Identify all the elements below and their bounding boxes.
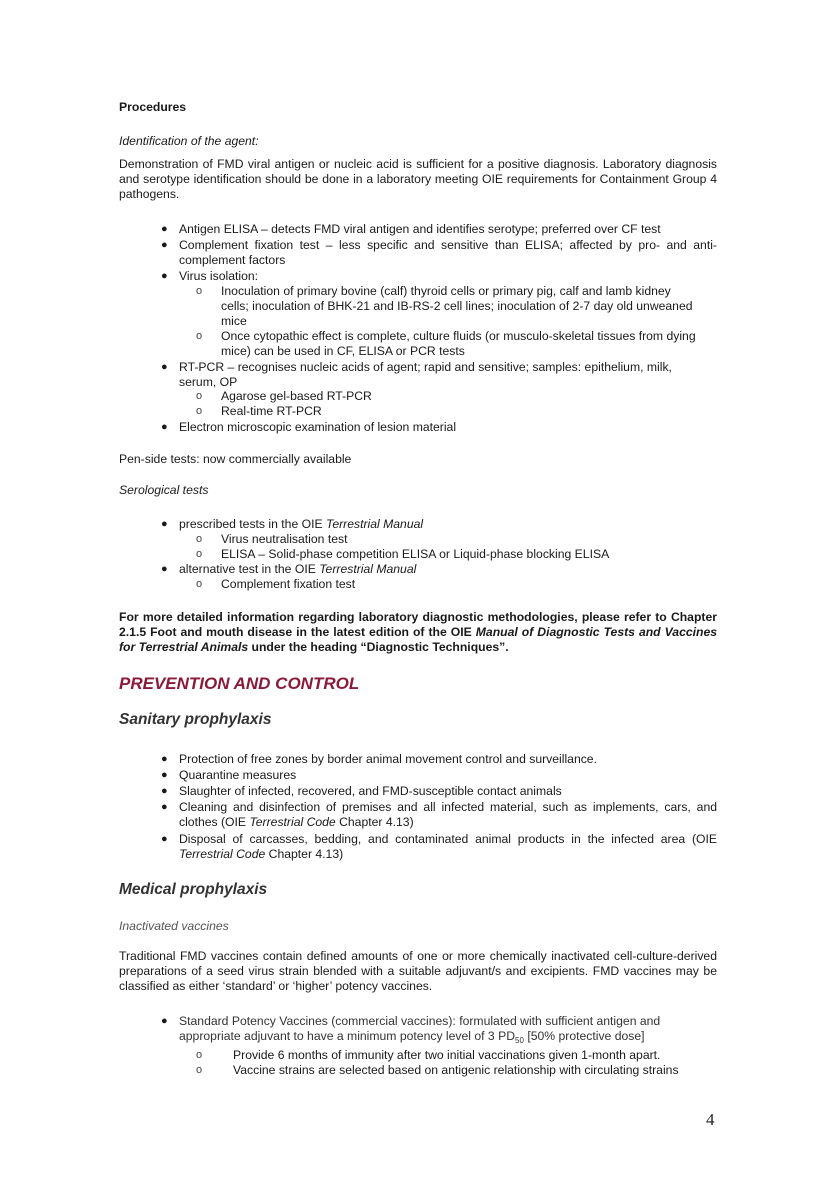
bullet-icon: ●	[161, 769, 168, 781]
medical-heading: Medical prophylaxis	[119, 881, 268, 898]
list-item: Complement fixation test – less specific and sensitive than ELISA; affected by pro- and anti-complement factors	[179, 238, 717, 267]
list-item	[179, 562, 717, 577]
list-item	[179, 1014, 689, 1044]
sub-list-item: ELISA – Solid-phase competition ELISA or Liquid-phase blocking ELISA	[221, 547, 610, 561]
list-item: Antigen ELISA – detects FMD viral antigen and identifies serotype; preferred over CF test	[179, 222, 661, 236]
sub-list-item: Provide 6 months of immunity after two initial vaccinations given 1-month apart.	[233, 1048, 661, 1062]
manual-title: Manual of Diagnostic Tests and Vaccines for Terrestrial Animals	[119, 625, 718, 654]
list-item-text: Disposal of carcasses, bedding, and contaminated animal products in the infected area (OIE	[179, 832, 717, 846]
identification-intro: Demonstration of FMD viral antigen or nucleic acid is sufficient for a positive diagnosis. Laboratory diagnosis and serotype identification should be done in a laboratory meeting OIE requirements for Containment Group 4 pathogens.	[119, 157, 717, 201]
identification-heading: Identification of the agent:	[119, 134, 259, 148]
list-item-text: Chapter 4.13)	[265, 847, 344, 861]
list-item: Protection of free zones by border animal movement control and surveillance.	[179, 752, 597, 766]
bullet-icon: ●	[161, 833, 168, 845]
bullet-icon: ●	[161, 1015, 168, 1027]
circle-bullet-icon: o	[196, 330, 203, 342]
list-item: Slaughter of infected, recovered, and FMD-susceptible contact animals	[179, 784, 562, 798]
code-title: Terrestrial Code	[249, 815, 336, 829]
circle-bullet-icon: o	[196, 1064, 203, 1076]
procedures-heading: Procedures	[119, 100, 187, 114]
circle-bullet-icon: o	[196, 405, 203, 417]
list-item-text: Cleaning and disinfection of premises and all infected material, such as implements, cars, and clothes (OIE	[179, 800, 717, 829]
circle-bullet-icon: o	[196, 548, 203, 560]
pen-side-tests: Pen-side tests: now commercially available	[119, 452, 352, 466]
list-item: Virus isolation:	[179, 269, 259, 283]
list-item: Quarantine measures	[179, 768, 297, 782]
list-item-text: prescribed tests in the OIE	[179, 517, 326, 531]
bullet-icon: ●	[161, 361, 168, 373]
reference-text: For more detailed information regarding laboratory diagnostic methodologies, please refer to Chapter 2.1.5 Foot and mouth disease in the latest edition of the OIE	[119, 610, 717, 639]
bullet-icon: ●	[161, 270, 168, 282]
sub-list-item: Complement fixation test	[221, 577, 356, 591]
sub-list-item: Vaccine strains are selected based on antigenic relationship with circulating strains	[233, 1063, 679, 1077]
list-item	[179, 517, 717, 532]
circle-bullet-icon: o	[196, 1049, 203, 1061]
bullet-icon: ●	[161, 785, 168, 797]
sub-list-item: Virus neutralisation test	[221, 532, 348, 546]
bullet-icon: ●	[161, 421, 168, 433]
sanitary-heading: Sanitary prophylaxis	[119, 711, 272, 728]
sub-list-item: Agarose gel-based RT-PCR	[221, 389, 372, 403]
subscript: 50	[515, 1036, 524, 1045]
inactivated-intro: Traditional FMD vaccines contain defined amounts of one or more chemically inactivated cell-culture-derived preparations of a seed virus strain blended with a suitable adjuvant/s and excipients. FMD vaccines may be classified as either ‘standard’ or ‘higher’ potency vaccines.	[119, 949, 717, 993]
list-item: RT-PCR – recognises nucleic acids of agent; rapid and sensitive; samples: epithelium, milk, serum, OP	[179, 360, 672, 389]
reference-text: under the heading “Diagnostic Techniques”.	[248, 640, 509, 654]
bullet-icon: ●	[161, 518, 168, 530]
serological-heading: Serological tests	[119, 483, 209, 497]
sub-list-item: Real-time RT-PCR	[221, 404, 322, 418]
list-item-text: alternative test in the OIE	[179, 562, 320, 576]
list-item-text: Standard Potency Vaccines (commercial vaccines): formulated with sufficient antigen and appropriate adjuvant to have a minimum potency level of 3 PD	[179, 1014, 661, 1043]
list-item	[179, 832, 717, 862]
inactivated-heading: Inactivated vaccines	[119, 919, 229, 933]
bullet-icon: ●	[161, 753, 168, 765]
list-item: Electron microscopic examination of lesion material	[179, 420, 457, 434]
circle-bullet-icon: o	[196, 390, 203, 402]
bullet-icon: ●	[161, 223, 168, 235]
reference-paragraph	[119, 610, 717, 655]
bullet-icon: ●	[161, 801, 168, 813]
list-item	[179, 800, 717, 830]
circle-bullet-icon: o	[196, 285, 203, 297]
page-number: 4	[706, 1110, 715, 1129]
bullet-icon: ●	[161, 563, 168, 575]
circle-bullet-icon: o	[196, 533, 203, 545]
list-item-text: Chapter 4.13)	[335, 815, 414, 829]
circle-bullet-icon: o	[196, 578, 203, 590]
code-title: Terrestrial Code	[179, 847, 266, 861]
manual-title: Terrestrial Manual	[326, 517, 424, 531]
sub-list-item: Inoculation of primary bovine (calf) thyroid cells or primary pig, calf and lamb kidney cells; inoculation of BHK-21 and IB-RS-2 cell lines; inoculation of 2-7 day old unweaned mice	[221, 284, 693, 328]
sub-list-item: Once cytopathic effect is complete, culture fluids (or musculo-skeletal tissues from dying mice) can be used in CF, ELISA or PCR tests	[221, 329, 696, 358]
prevention-heading: PREVENTION AND CONTROL	[119, 674, 360, 693]
list-item-text: [50% protective dose]	[523, 1029, 645, 1043]
bullet-icon: ●	[161, 239, 168, 251]
manual-title: Terrestrial Manual	[319, 562, 417, 576]
